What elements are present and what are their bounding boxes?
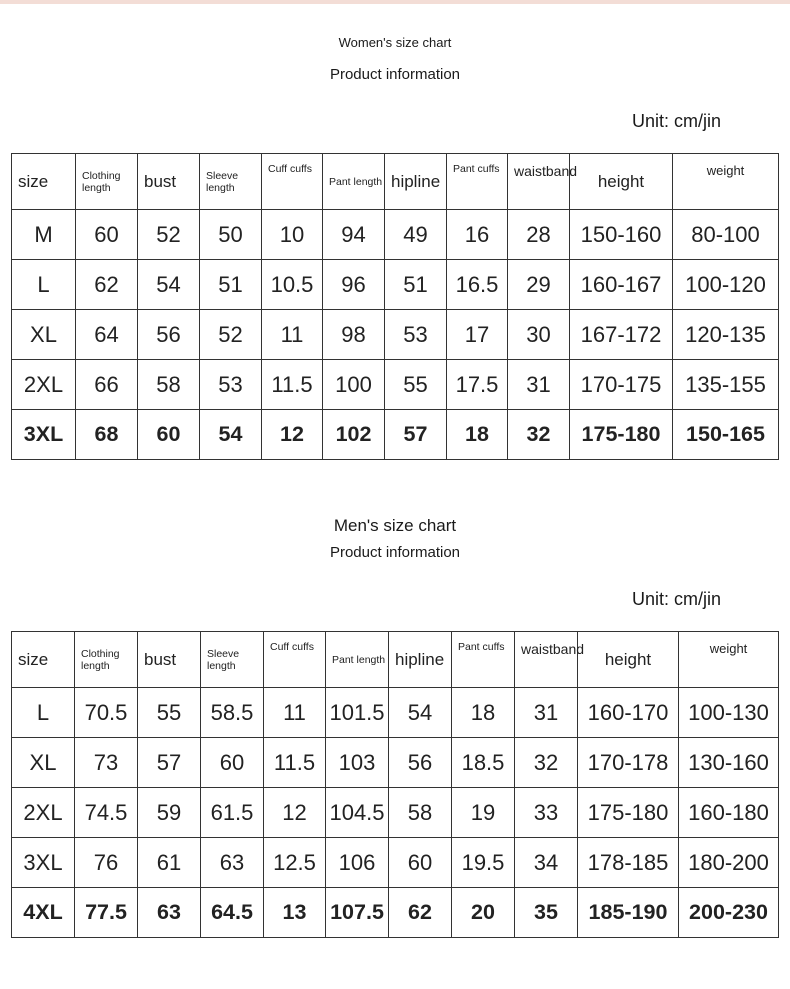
men-size-table <box>11 631 779 938</box>
table-cell: 19.5 <box>452 838 515 888</box>
header-pant-cuffs: Pant cuffs <box>452 632 515 688</box>
header-size: size <box>12 632 75 688</box>
table-row <box>12 210 779 260</box>
header-sleeve-length: Sleeve length <box>201 632 264 688</box>
table-cell: 150-160 <box>570 210 673 260</box>
table-cell: 63 <box>138 888 201 938</box>
header-pant-cuffs: Pant cuffs <box>447 154 508 210</box>
table-cell: 16.5 <box>447 260 508 310</box>
table-cell: 12.5 <box>264 838 326 888</box>
table-cell: 60 <box>201 738 264 788</box>
table-row <box>12 838 779 888</box>
size-cell: 2XL <box>12 788 75 838</box>
table-row <box>12 738 779 788</box>
table-cell: 175-180 <box>578 788 679 838</box>
table-cell: 57 <box>138 738 201 788</box>
women-product-info: Product information <box>329 66 461 83</box>
table-cell: 32 <box>508 410 570 460</box>
table-cell: 170-178 <box>578 738 679 788</box>
table-cell: 32 <box>515 738 578 788</box>
table-cell: 62 <box>76 260 138 310</box>
table-cell: 54 <box>138 260 200 310</box>
table-cell: 29 <box>508 260 570 310</box>
table-cell: 180-200 <box>679 838 779 888</box>
size-cell: M <box>12 210 76 260</box>
table-cell: 52 <box>138 210 200 260</box>
table-cell: 56 <box>138 310 200 360</box>
table-row <box>12 360 779 410</box>
table-cell: 11 <box>264 688 326 738</box>
table-cell: 77.5 <box>75 888 138 938</box>
table-cell: 76 <box>75 838 138 888</box>
table-cell: 98 <box>323 310 385 360</box>
table-cell: 53 <box>385 310 447 360</box>
table-cell: 103 <box>326 738 389 788</box>
table-cell: 185-190 <box>578 888 679 938</box>
table-cell: 54 <box>200 410 262 460</box>
table-cell: 55 <box>385 360 447 410</box>
table-cell: 57 <box>385 410 447 460</box>
size-cell: L <box>12 260 76 310</box>
table-cell: 63 <box>201 838 264 888</box>
table-cell: 13 <box>264 888 326 938</box>
table-cell: 64 <box>76 310 138 360</box>
header-weight: weight <box>679 632 779 688</box>
size-cell: XL <box>12 738 75 788</box>
table-cell: 34 <box>515 838 578 888</box>
table-cell: 17.5 <box>447 360 508 410</box>
table-row <box>12 788 779 838</box>
header-waistband: waistband <box>508 154 570 210</box>
table-cell: 10 <box>262 210 323 260</box>
table-cell: 53 <box>200 360 262 410</box>
table-cell: 73 <box>75 738 138 788</box>
table-cell: 70.5 <box>75 688 138 738</box>
table-cell: 20 <box>452 888 515 938</box>
header-waistband: waistband <box>515 632 578 688</box>
table-cell: 61 <box>138 838 201 888</box>
table-cell: 60 <box>138 410 200 460</box>
table-cell: 33 <box>515 788 578 838</box>
table-cell: 66 <box>76 360 138 410</box>
table-row <box>12 410 779 460</box>
table-row <box>12 688 779 738</box>
header-sleeve-length: Sleeve length <box>200 154 262 210</box>
header-clothing-length: Clothing length <box>75 632 138 688</box>
table-cell: 16 <box>447 210 508 260</box>
table-cell: 94 <box>323 210 385 260</box>
women-header-row <box>12 154 779 210</box>
table-cell: 96 <box>323 260 385 310</box>
table-cell: 101.5 <box>326 688 389 738</box>
men-unit-label: Unit: cm/jin <box>632 589 722 609</box>
table-cell: 59 <box>138 788 201 838</box>
table-cell: 58 <box>389 788 452 838</box>
table-row <box>12 888 779 938</box>
header-clothing-length: Clothing length <box>76 154 138 210</box>
table-cell: 80-100 <box>673 210 779 260</box>
women-unit-label: Unit: cm/jin <box>632 111 722 131</box>
table-cell: 100-130 <box>679 688 779 738</box>
table-cell: 130-160 <box>679 738 779 788</box>
table-cell: 62 <box>389 888 452 938</box>
table-cell: 50 <box>200 210 262 260</box>
top-accent-strip <box>0 0 790 4</box>
table-cell: 100 <box>323 360 385 410</box>
size-cell: 3XL <box>12 838 75 888</box>
table-cell: 61.5 <box>201 788 264 838</box>
header-size: size <box>12 154 76 210</box>
table-cell: 11.5 <box>262 360 323 410</box>
header-cuff-cuffs: Cuff cuffs <box>264 632 326 688</box>
table-cell: 51 <box>385 260 447 310</box>
header-pant-length: Pant length <box>326 632 389 688</box>
header-bust: bust <box>138 632 201 688</box>
size-cell: 3XL <box>12 410 76 460</box>
table-cell: 107.5 <box>326 888 389 938</box>
table-cell: 31 <box>508 360 570 410</box>
table-cell: 49 <box>385 210 447 260</box>
men-product-info: Product information <box>329 544 461 561</box>
table-cell: 167-172 <box>570 310 673 360</box>
header-cuff-cuffs: Cuff cuffs <box>262 154 323 210</box>
women-chart-title: Women's size chart <box>338 35 452 50</box>
size-cell: 4XL <box>12 888 75 938</box>
table-cell: 18.5 <box>452 738 515 788</box>
men-chart-title: Men's size chart <box>333 516 457 535</box>
table-cell: 178-185 <box>578 838 679 888</box>
table-cell: 60 <box>389 838 452 888</box>
table-cell: 19 <box>452 788 515 838</box>
table-cell: 52 <box>200 310 262 360</box>
table-cell: 100-120 <box>673 260 779 310</box>
table-cell: 160-167 <box>570 260 673 310</box>
table-cell: 31 <box>515 688 578 738</box>
table-cell: 200-230 <box>679 888 779 938</box>
table-row <box>12 260 779 310</box>
header-height: height <box>570 154 673 210</box>
table-cell: 104.5 <box>326 788 389 838</box>
table-cell: 17 <box>447 310 508 360</box>
table-row <box>12 310 779 360</box>
table-cell: 56 <box>389 738 452 788</box>
table-cell: 150-165 <box>673 410 779 460</box>
table-cell: 28 <box>508 210 570 260</box>
men-header-row <box>12 632 779 688</box>
table-cell: 12 <box>264 788 326 838</box>
table-cell: 30 <box>508 310 570 360</box>
table-cell: 54 <box>389 688 452 738</box>
women-size-table <box>11 153 779 460</box>
header-weight: weight <box>673 154 779 210</box>
table-cell: 160-170 <box>578 688 679 738</box>
table-cell: 68 <box>76 410 138 460</box>
table-cell: 35 <box>515 888 578 938</box>
table-cell: 102 <box>323 410 385 460</box>
table-cell: 170-175 <box>570 360 673 410</box>
header-hipline: hipline <box>389 632 452 688</box>
table-cell: 175-180 <box>570 410 673 460</box>
table-cell: 11 <box>262 310 323 360</box>
size-cell: 2XL <box>12 360 76 410</box>
table-cell: 64.5 <box>201 888 264 938</box>
table-cell: 58.5 <box>201 688 264 738</box>
table-cell: 55 <box>138 688 201 738</box>
header-hipline: hipline <box>385 154 447 210</box>
table-cell: 11.5 <box>264 738 326 788</box>
table-cell: 18 <box>447 410 508 460</box>
table-cell: 106 <box>326 838 389 888</box>
table-cell: 160-180 <box>679 788 779 838</box>
header-bust: bust <box>138 154 200 210</box>
table-cell: 74.5 <box>75 788 138 838</box>
table-cell: 51 <box>200 260 262 310</box>
table-cell: 120-135 <box>673 310 779 360</box>
size-cell: L <box>12 688 75 738</box>
table-cell: 18 <box>452 688 515 738</box>
table-cell: 60 <box>76 210 138 260</box>
table-cell: 135-155 <box>673 360 779 410</box>
table-cell: 10.5 <box>262 260 323 310</box>
header-pant-length: Pant length <box>323 154 385 210</box>
header-height: height <box>578 632 679 688</box>
table-cell: 58 <box>138 360 200 410</box>
size-cell: XL <box>12 310 76 360</box>
table-cell: 12 <box>262 410 323 460</box>
